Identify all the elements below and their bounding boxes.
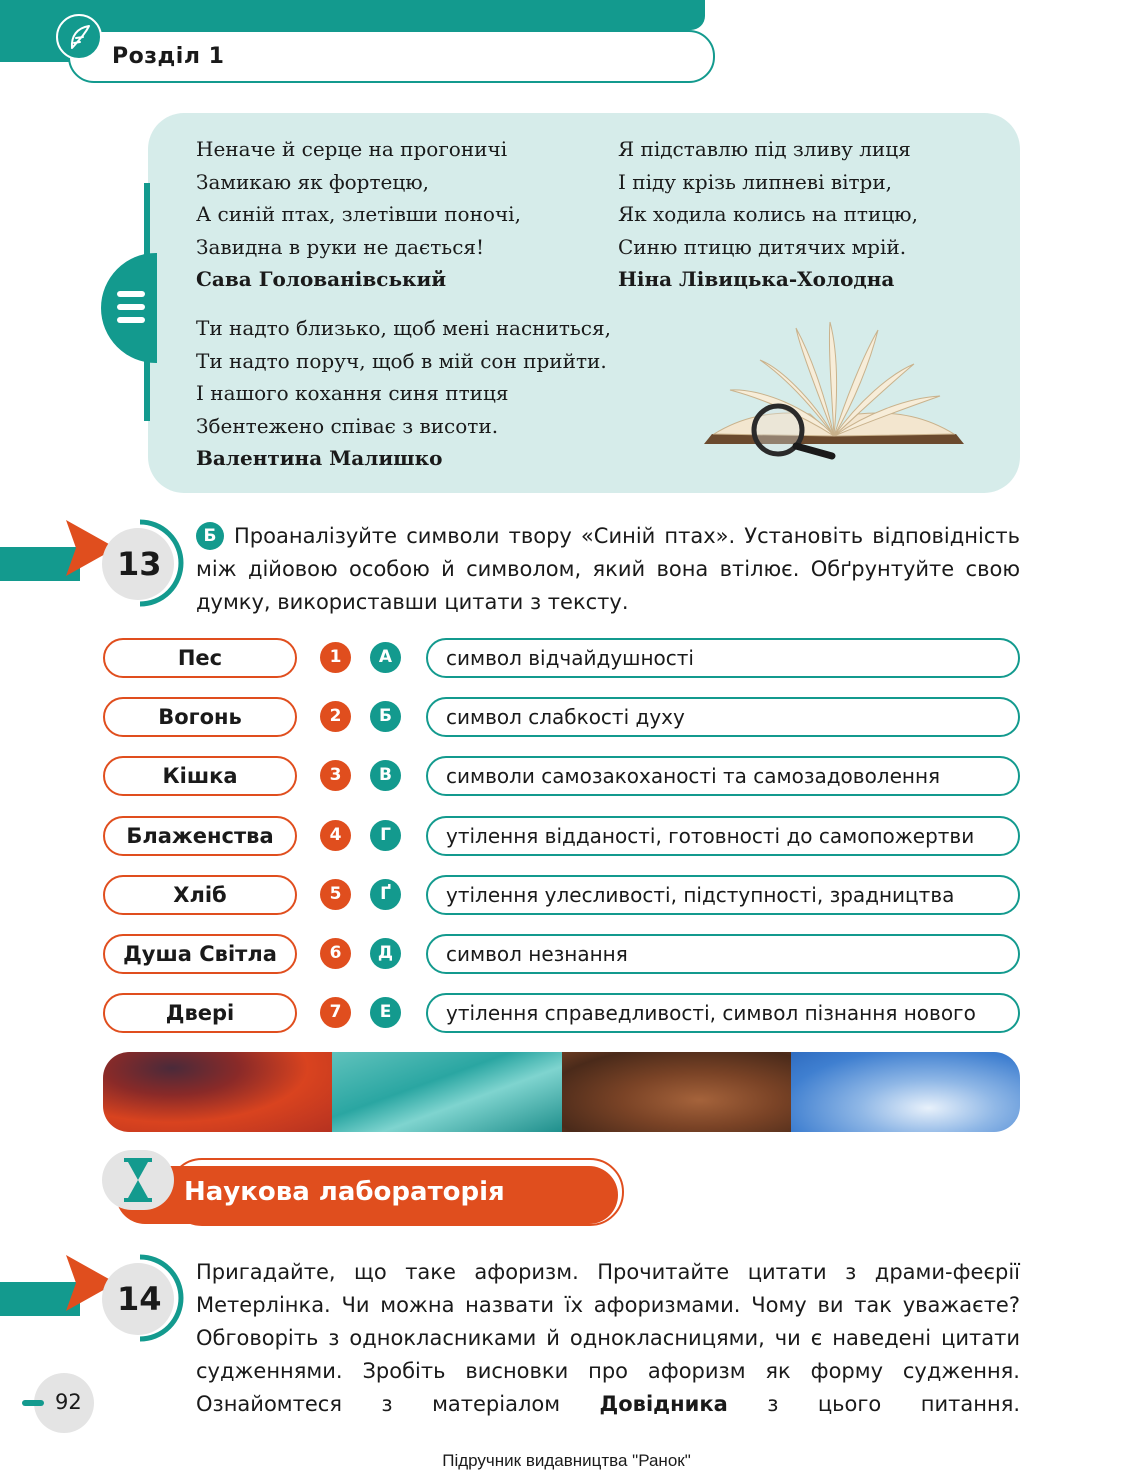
page-number: 92 — [55, 1390, 82, 1414]
poem-line: Ти надто поруч, щоб в мій сон прийти. — [196, 348, 607, 373]
hourglass-icon — [102, 1150, 174, 1210]
symbol-pill: утілення справедливості, символ пізнання нового — [426, 993, 1020, 1033]
fire-image — [103, 1052, 332, 1132]
poem-livytska — [618, 133, 918, 296]
sky-image — [791, 1052, 1020, 1132]
text-lines-icon — [101, 253, 157, 363]
number-badge: 4 — [320, 820, 351, 851]
task14-text: Пригадайте, що таке афоризм. Прочитайте цитати з драми-феєрії Метерлінка. Чи можна назвати їх афоризмами. Чому ви так уважаєте? Обговоріть з однокласниками й однокласницями, чи є наведені цитати судженнями. Зробіть висновки про афоризм як форму судження. Ознайомтеся з матеріалом — [196, 1260, 1020, 1416]
character-pill: Душа Світла — [103, 934, 297, 974]
page-number-dash — [22, 1400, 44, 1406]
task14-instructions — [196, 1256, 1020, 1421]
symbol-pill: утілення відданості, готовності до самопожертви — [426, 816, 1020, 856]
poem-line: Синю птицю дитячих мрій. — [618, 234, 907, 259]
poem-line: І піду крізь липневі вітри, — [618, 169, 893, 194]
poem-author: Сава Голованівський — [196, 267, 447, 291]
lab-heading-title: Наукова лабораторія — [184, 1177, 505, 1207]
character-pill: Блаженства — [103, 816, 297, 856]
elements-image-strip — [103, 1052, 1020, 1132]
number-badge: 2 — [320, 701, 351, 732]
number-badge: 7 — [320, 997, 351, 1028]
symbol-pill: символ слабкості духу — [426, 697, 1020, 737]
task14-text-end: з цього питання. — [727, 1392, 1020, 1416]
letter-badge: Б — [370, 701, 401, 732]
task13-instructions — [196, 520, 1020, 619]
poem-line: І нашого кохання синя птиця — [196, 381, 509, 405]
character-pill: Хліб — [103, 875, 297, 915]
character-pill: Кішка — [103, 756, 297, 796]
poem-line: Як ходила колись на птицю, — [618, 202, 918, 226]
task13-number: 13 — [117, 545, 162, 583]
number-badge: 1 — [320, 642, 351, 673]
earth-image — [562, 1052, 791, 1132]
poem-line: А синій птах, злетівши поночі, — [196, 202, 521, 226]
handbook-reference: Довідника — [599, 1392, 728, 1416]
water-image — [332, 1052, 561, 1132]
poem-malyshko — [196, 312, 611, 475]
feather-icon — [56, 14, 102, 60]
difficulty-badge: Б — [196, 522, 224, 550]
task13-text: Проаналізуйте символи твору «Синій птах». Установіть відповідність між дійовою особою й символом, який вона втілює. Обґрунтуйте свою думку, використавши цитати з тексту. — [196, 524, 1020, 614]
symbol-pill: символи самозакоханості та самозадоволення — [426, 756, 1020, 796]
poem-author: Валентина Малишко — [196, 446, 443, 470]
header-band — [0, 0, 705, 30]
poem-golovanivskyi — [196, 133, 521, 296]
character-pill: Пес — [103, 638, 297, 678]
symbol-pill: символ незнання — [426, 934, 1020, 974]
poem-line: Я підставлю під зливу лиця — [618, 137, 911, 161]
poem-line: Збентежено співає з висоти. — [196, 413, 499, 438]
open-book-image — [700, 318, 968, 462]
letter-badge: Г — [370, 820, 401, 851]
letter-badge: Д — [370, 938, 401, 969]
letter-badge: Е — [370, 997, 401, 1028]
character-pill: Двері — [103, 993, 297, 1033]
symbol-pill: утілення улесливості, підступності, зрадництва — [426, 875, 1020, 915]
symbol-pill: символ відчайдушності — [426, 638, 1020, 678]
section-title: Розділ 1 — [112, 44, 225, 69]
poem-line: Замикаю як фортецю, — [196, 169, 429, 194]
poem-line: Неначе й серце на прогоничі — [196, 137, 508, 161]
number-badge: 3 — [320, 760, 351, 791]
poem-line: Ти надто близько, щоб мені насниться, — [196, 316, 611, 340]
number-badge: 5 — [320, 879, 351, 910]
poem-author: Ніна Лівицька-Холодна — [618, 267, 895, 291]
character-pill: Вогонь — [103, 697, 297, 737]
letter-badge: А — [370, 642, 401, 673]
publisher-note: Підручник видавництва "Ранок" — [442, 1451, 691, 1470]
number-badge: 6 — [320, 938, 351, 969]
letter-badge: Ґ — [370, 879, 401, 910]
letter-badge: В — [370, 760, 401, 791]
task14-number: 14 — [117, 1280, 162, 1318]
poem-line: Завидна в руки не дається! — [196, 234, 485, 259]
